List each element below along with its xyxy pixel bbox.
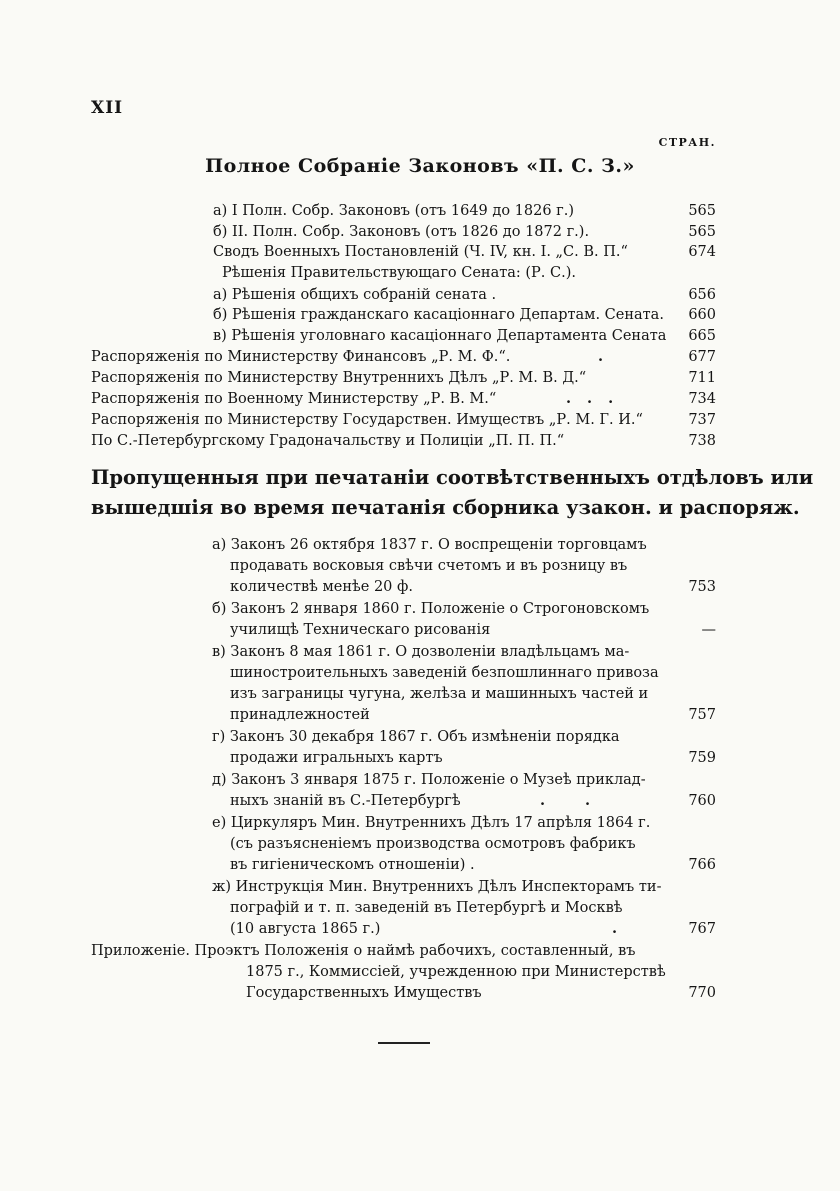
- toc-page-number: 767: [688, 921, 716, 937]
- toc-page-number: 677: [688, 349, 716, 365]
- section-heading-line-2: вышедшія во время печатанія сборника узакон. и распоряж.: [91, 496, 800, 519]
- toc-entry-continuation: 1875 г., Коммиссіей, учрежденною при Министерствѣ: [246, 964, 666, 980]
- toc-page-number: 757: [688, 707, 716, 723]
- section-title: Полное Собраніе Законовъ «П. С. З.»: [205, 155, 635, 177]
- toc-appendix-entry: Приложеніе. Проэктъ Положенія о наймѣ рабочихъ, составленный, въ: [91, 943, 636, 959]
- toc-entry: Распоряженія по Военному Министерству „Р. В. М.“: [91, 391, 497, 407]
- toc-entry: Распоряженія по Министерству Финансовъ „Р. М. Ф.“.: [91, 349, 511, 365]
- toc-page-number: 770: [688, 985, 716, 1001]
- leader-dot: .: [612, 920, 618, 937]
- leader-dots: ..: [540, 792, 631, 809]
- toc-entry: в) Законъ 8 мая 1861 г. О дозволеніи владѣльцамъ ма-: [212, 644, 630, 660]
- toc-page-number: 759: [688, 750, 716, 766]
- toc-entry: г) Законъ 30 декабря 1867 г. Объ измѣненіи порядка: [212, 729, 620, 745]
- toc-entry-continuation: изъ заграницы чугуна, желѣза и машинныхъ частей и: [230, 686, 649, 702]
- toc-entry: е) Циркуляръ Мин. Внутреннихъ Дѣлъ 17 апрѣля 1864 г.: [212, 815, 651, 831]
- toc-entry-continuation: шиностроительныхъ заведеній безпошлиннаго привоза: [230, 665, 659, 681]
- toc-entry: а) I Полн. Собр. Законовъ (отъ 1649 до 1826 г.): [213, 203, 575, 219]
- toc-entry: Распоряженія по Министерству Внутреннихъ Дѣлъ „Р. М. В. Д.“: [91, 370, 587, 386]
- leader-dots: ...: [566, 390, 630, 407]
- toc-entry-continuation: училищѣ Техническаго рисованія: [230, 622, 491, 638]
- toc-page-number: 766: [688, 857, 716, 873]
- toc-entry-continuation: (съ разъясненіемъ производства осмотровъ фабрикъ: [230, 836, 636, 852]
- toc-entry-continuation: продажи игральныхъ картъ: [230, 750, 443, 766]
- toc-page-number: 760: [688, 793, 716, 809]
- toc-page-number: 753: [688, 579, 716, 595]
- toc-page-number: 734: [688, 391, 716, 407]
- toc-page-number: —: [701, 622, 716, 638]
- toc-page-number: 660: [688, 307, 716, 323]
- toc-entry-continuation: ныхъ знаній въ С.-Петербургѣ: [230, 793, 461, 809]
- toc-entry: б) II. Полн. Собр. Законовъ (отъ 1826 до 1872 г.).: [213, 224, 590, 240]
- toc-page-number: 656: [688, 287, 716, 303]
- toc-entry: д) Законъ 3 января 1875 г. Положеніе о Музеѣ приклад-: [212, 772, 646, 788]
- toc-entry-continuation: Государственныхъ Имуществъ: [246, 985, 482, 1001]
- page-number: XII: [91, 98, 124, 118]
- closing-rule: [378, 1042, 430, 1044]
- section-heading-line-1: Пропущенныя при печатаніи соотвѣтственныхъ отдѣловъ или: [91, 466, 814, 489]
- toc-page-number: 711: [688, 370, 716, 386]
- toc-entry-continuation: пографій и т. п. заведеній въ Петербургѣ и Москвѣ: [230, 900, 623, 916]
- toc-entry: б) Рѣшенія гражданскаго касаціоннаго Департам. Сената.: [213, 307, 664, 323]
- toc-page-number: 565: [688, 224, 716, 240]
- toc-entry: Распоряженія по Министерству Государствен. Имуществъ „Р. М. Г. И.“: [91, 412, 643, 428]
- toc-entry-continuation: принадлежностей: [230, 707, 370, 723]
- toc-entry: б) Законъ 2 января 1860 г. Положеніе о Строгоновскомъ: [212, 601, 650, 617]
- toc-entry-continuation: (10 августа 1865 г.): [230, 921, 381, 937]
- toc-page-number: 737: [688, 412, 716, 428]
- toc-entry-continuation: продавать восковыя свѣчи счетомъ и въ розницу въ: [230, 558, 628, 574]
- toc-entry-continuation: количествѣ менѣе 20 ф.: [230, 579, 413, 595]
- toc-entry: ж) Инструкція Мин. Внутреннихъ Дѣлъ Инспекторамъ ти-: [212, 879, 662, 895]
- toc-page-number: 565: [688, 203, 716, 219]
- toc-page-number: 665: [688, 328, 716, 344]
- toc-entry-continuation: въ гигіеническомъ отношеніи) .: [230, 857, 475, 873]
- toc-entry: Сводъ Военныхъ Постановленій (Ч. IV, кн. I. „С. В. П.“: [213, 244, 628, 260]
- toc-entry: а) Рѣшенія общихъ собраній сената .: [213, 287, 497, 303]
- toc-page-number: 674: [688, 244, 716, 260]
- toc-entry: По С.-Петербургскому Градоначальству и Полиціи „П. П. П.“: [91, 433, 565, 449]
- toc-entry: а) Законъ 26 октября 1837 г. О воспрещеніи торговцамъ: [212, 537, 647, 553]
- toc-subheading: Рѣшенія Правительствующаго Сената: (Р. С.).: [222, 265, 576, 281]
- page-column-header: СТРАН.: [658, 136, 716, 149]
- leader-dot: .: [598, 348, 604, 365]
- toc-entry: в) Рѣшенія уголовнаго касаціоннаго Департамента Сената: [213, 328, 667, 344]
- toc-page-number: 738: [688, 433, 716, 449]
